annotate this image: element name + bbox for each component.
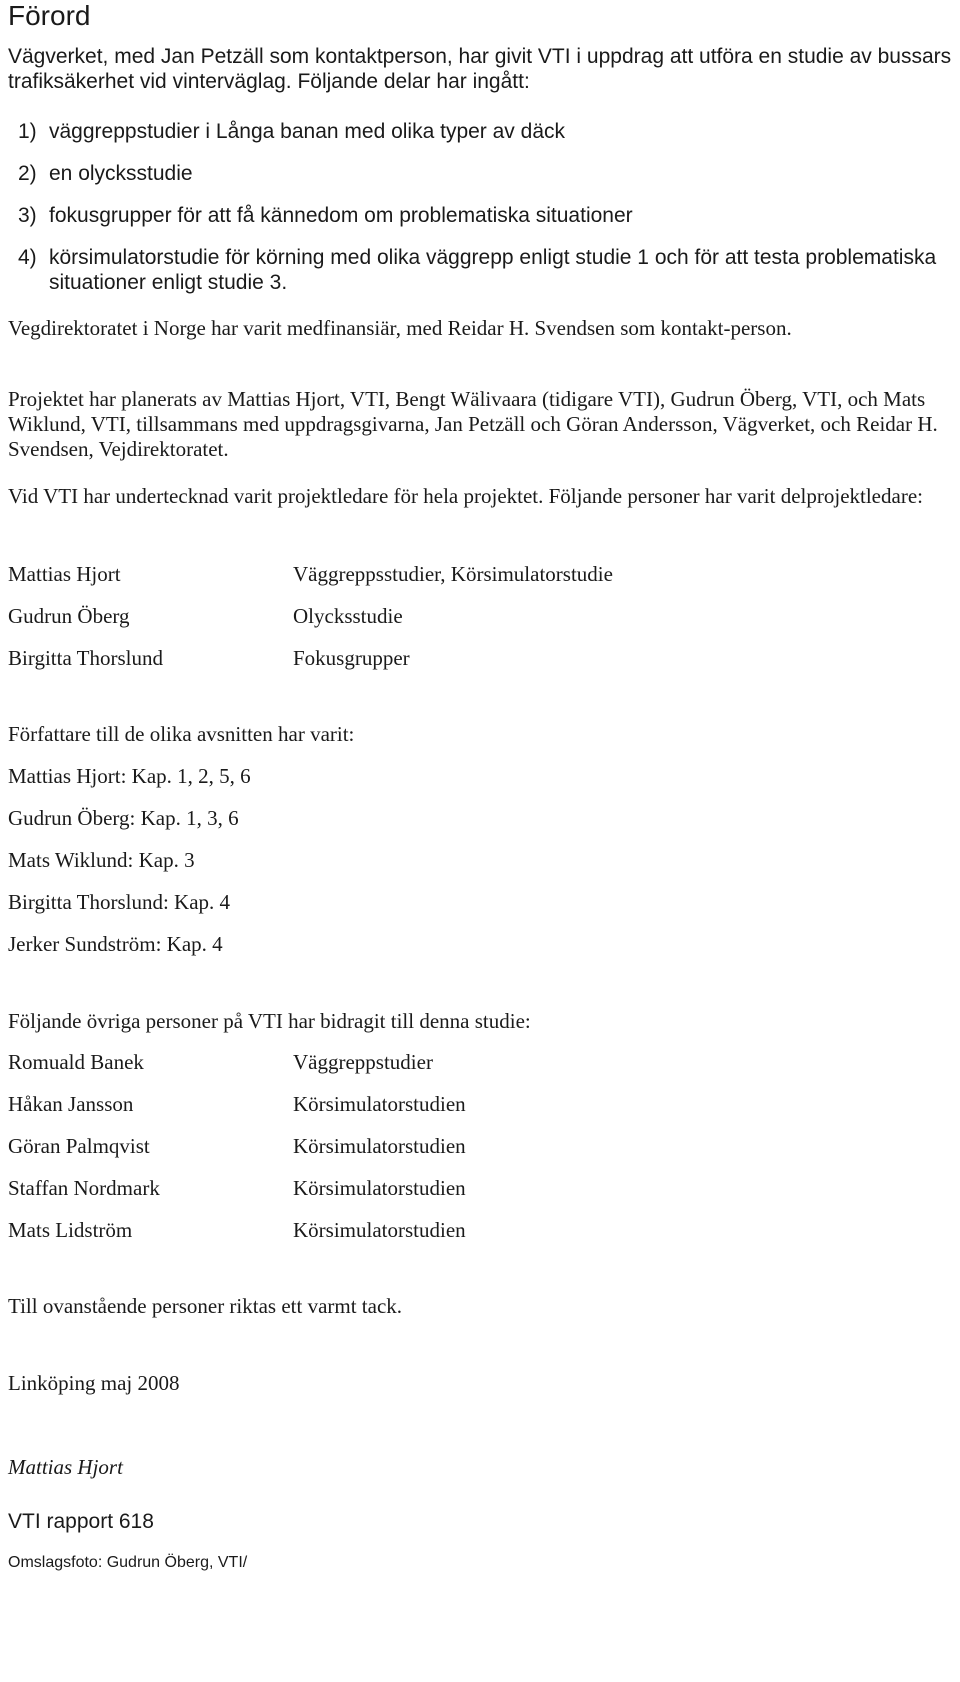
cofinance-paragraph: Vegdirektoratet i Norge har varit medfinansiär, med Reidar H. Svendsen som kontakt-person. <box>8 316 792 340</box>
subleader-role: Väggreppsstudier, Körsimulatorstudie <box>293 562 613 586</box>
place-date: Linköping maj 2008 <box>8 1371 180 1395</box>
list-item: Mattias Hjort: Kap. 1, 2, 5, 6 <box>8 764 251 788</box>
contributor-name: Håkan Jansson <box>8 1092 134 1116</box>
cover-photo-credit: Omslagsfoto: Gudrun Öberg, VTI/ <box>8 1554 248 1571</box>
contributor-role: Väggreppstudier <box>293 1050 433 1074</box>
contributor-role: Körsimulatorstudien <box>293 1218 466 1242</box>
contributor-name: Göran Palmqvist <box>8 1134 150 1158</box>
others-intro: Följande övriga personer på VTI har bidragit till denna studie: <box>8 1009 531 1033</box>
subleader-name: Birgitta Thorslund <box>8 646 163 670</box>
subleader-role: Fokusgrupper <box>293 646 410 670</box>
project-lead-paragraph: Vid VTI har undertecknad varit projektledare för hela projektet. Följande personer har varit delprojektledare: <box>8 484 923 508</box>
contributor-role: Körsimulatorstudien <box>293 1134 466 1158</box>
list-item: Mats Wiklund: Kap. 3 <box>8 848 195 872</box>
intro-paragraph: Vägverket, med Jan Petzäll som kontaktperson, har givit VTI i uppdrag att utföra en studie av bussars trafiksäkerhet vid vinterväglag. Följande delar har ingått: <box>8 45 952 93</box>
subleader-role: Olycksstudie <box>293 604 403 628</box>
page-title: Förord <box>8 0 91 31</box>
report-id: VTI rapport 618 <box>8 1510 154 1533</box>
list-item: Birgitta Thorslund: Kap. 4 <box>8 890 231 914</box>
contributor-name: Romuald Banek <box>8 1050 144 1074</box>
list-item-text: väggreppstudier i Långa banan med olika typer av däck <box>49 120 565 143</box>
list-item-number: 2) <box>18 162 37 185</box>
list-item-number: 4) <box>18 246 37 269</box>
contributor-role: Körsimulatorstudien <box>293 1092 466 1116</box>
planning-paragraph: Projektet har planerats av Mattias Hjort, VTI, Bengt Wälivaara (tidigare VTI), Gudrun Öberg, VTI, och Mats Wiklund, VTI, tillsammans med uppdragsgivarna, Jan Petzäll och Göran Andersson, Vägverket, och Reidar H. Svendsen, Vejdirektoratet. <box>8 387 938 461</box>
list-item: Gudrun Öberg: Kap. 1, 3, 6 <box>8 806 239 830</box>
contributor-name: Staffan Nordmark <box>8 1176 160 1200</box>
subleader-name: Gudrun Öberg <box>8 604 130 628</box>
subleader-name: Mattias Hjort <box>8 562 121 586</box>
list-item-text: en olycksstudie <box>49 162 193 185</box>
list-item-number: 3) <box>18 204 37 227</box>
contributor-name: Mats Lidström <box>8 1218 133 1242</box>
list-item-text: fokusgrupper för att få kännedom om problematiska situationer <box>49 204 633 227</box>
signature: Mattias Hjort <box>8 1455 123 1479</box>
thanks-line: Till ovanstående personer riktas ett varmt tack. <box>8 1294 403 1318</box>
list-item-number: 1) <box>18 120 37 143</box>
list-item: Jerker Sundström: Kap. 4 <box>8 932 223 956</box>
list-item-text: körsimulatorstudie för körning med olika väggrepp enligt studie 1 och för att testa problematiska situationer enligt studie 3. <box>49 246 937 294</box>
authors-intro: Författare till de olika avsnitten har varit: <box>8 722 355 746</box>
contributor-role: Körsimulatorstudien <box>293 1176 466 1200</box>
